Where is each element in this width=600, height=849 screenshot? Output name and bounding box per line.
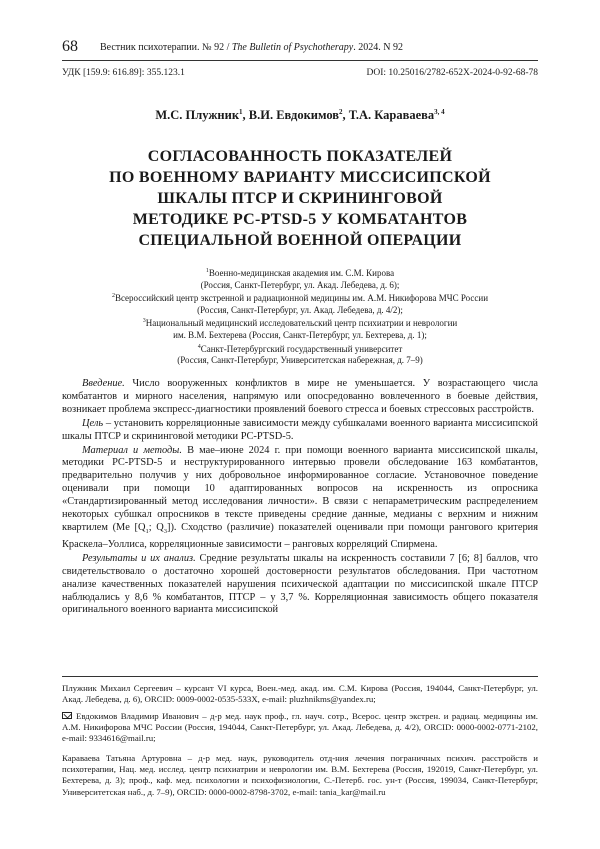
abstract-results (62, 553, 538, 618)
affiliation-4 (62, 342, 538, 356)
affiliation-2 (62, 291, 538, 305)
affiliation-line: Всероссийский центр экстренной и радиационной медицины им. А.М. Никифорова МЧС России (115, 293, 488, 303)
affiliation-line: (Россия, Санкт-Петербург, ул. Акад. Лебедева, д. 6); (62, 280, 538, 292)
paragraph-text: В мае–июне 2024 г. при помощи военного варианта миссисипской шкалы, методики PC-PTSD-5 и неструктурированного интервью провели обследование 163 комбатантов, предварительно получив у них добровольное информированное согласие. Установочное поведение оценивали при помощи 10 адаптированных вопросов на искренность из опросника «Стандартизированный метод исследования личности». В связи с непараметрическим распределением некоторых субшкал опросников в тексте приведены средние данные, медианы с верхним и нижним квартилем (Me [Q (62, 445, 538, 533)
footnote-text: Евдокимов Владимир Иванович – д-р мед. наук проф., гл. науч. сотр., Всерос. центр экстрен. и радиац. медицины им. А.М. Никифорова МЧС России (Россия, 194044, Санкт-Петербург, ул. Акад. Лебедева, д. 4/2), ORCID: 0000-0002-0771-2102, e-mail: 9334616@mail.ru; (62, 711, 538, 743)
affiliation-sup: 2 (112, 293, 115, 299)
author-1: М.С. Плужник (155, 108, 239, 122)
title-line: ШКАЛЫ ПТСР И СКРИНИНГОВОЙ (62, 188, 538, 209)
affiliation-3 (62, 316, 538, 330)
footnote-author-3: Караваева Татьяна Артуровна – д-р мед. наук, руководитель отд-ния лечения пограничных психич. расстройств и психотерапии, Нац. мед. исслед. центр психиатрии и неврологии им. В.М. Бехтерева (Россия, 192019, Санкт-Петербург, ул. Бехтерева, д. 3); проф., каф. мед. психологии и психофизиологии, С.-Петерб. гос. ун-т (Россия, 199034, Санкт-Петербург, Университетская наб., д. 7–9), ORCID: 0000-0002-8798-3702, e-mail: tania_kar@mail.ru (62, 753, 538, 798)
affiliation-line: им. В.М. Бехтерева (Россия, Санкт-Петербург, ул. Бехтерева, д. 1); (62, 330, 538, 342)
author-3-sup: 3, 4 (434, 108, 445, 116)
journal-page (0, 0, 600, 849)
author-3: Т.А. Караваева (349, 108, 434, 122)
author-2-sup: 2 (339, 108, 343, 116)
mail-icon (62, 712, 72, 719)
paragraph-text: – установить корреляционные зависимости между субшкалами военного варианта миссисипской шкалы ПТСР и скрининговой методики PC-PTSD-5. (62, 418, 538, 442)
abstract-methods (62, 445, 538, 552)
author-separator: , (243, 108, 249, 122)
affiliation-sup: 4 (198, 344, 201, 350)
subscript: 3 (164, 528, 167, 535)
author-2: В.И. Евдокимов (249, 108, 339, 122)
affiliation-1 (62, 266, 538, 280)
affiliation-line: (Россия, Санкт-Петербург, ул. Акад. Лебедева, д. 4/2); (62, 305, 538, 317)
article-title (62, 146, 538, 251)
affiliation-line: (Россия, Санкт-Петербург, Университетская набережная, д. 7–9) (62, 355, 538, 367)
abstract-introduction (62, 378, 538, 417)
section-label: Цель (82, 418, 103, 429)
author-list (62, 108, 538, 123)
paragraph-text: ; Q (149, 522, 164, 533)
title-line: МЕТОДИКЕ PC-PTSD-5 У КОМБАТАНТОВ (62, 209, 538, 230)
section-label: Материал и методы. (82, 445, 182, 456)
footnote-divider (62, 676, 538, 677)
author-separator: , (343, 108, 349, 122)
title-line: ПО ВОЕННОМУ ВАРИАНТУ МИССИСИПСКОЙ (62, 167, 538, 188)
subscript: 1 (145, 528, 148, 535)
journal-title-en: The Bulletin of Psychotherapy (232, 42, 353, 53)
doi-code[interactable]: DOI: 10.25016/2782-652X-2024-0-92-68-78 (366, 68, 538, 78)
abstract (62, 378, 538, 618)
abstract-aim (62, 418, 538, 444)
affiliation-line: Военно-медицинская академия им. С.М. Кирова (209, 268, 394, 278)
header-divider (62, 60, 538, 61)
running-header (62, 38, 538, 58)
title-line: СПЕЦИАЛЬНОЙ ВОЕННОЙ ОПЕРАЦИИ (62, 230, 538, 251)
affiliations (62, 266, 538, 367)
paragraph-text: Число вооруженных конфликтов в мире не уменьшается. У возрастающего числа комбатантов и мирного населения, напрямую или опосредованно вовлеченного в боевые действия, возникает проблема экспресс-диагностики проявлений боевого стресса и боевых стрессовых расстройств. (62, 378, 538, 415)
journal-year: . 2024. N 92 (353, 42, 403, 53)
affiliation-line: Санкт-Петербургский государственный университет (201, 344, 403, 354)
author-1-sup: 1 (239, 108, 243, 116)
affiliation-sup: 3 (143, 318, 146, 324)
journal-title-ru: Вестник психотерапии. № 92 / (100, 42, 232, 53)
page-number: 68 (62, 38, 78, 56)
affiliation-line: Национальный медицинский исследовательский центр психиатрии и неврологии (146, 318, 458, 328)
section-label: Результаты и их анализ. (82, 553, 196, 564)
title-line: СОГЛАСОВАННОСТЬ ПОКАЗАТЕЛЕЙ (62, 146, 538, 167)
section-label: Введение. (82, 378, 125, 389)
udk-code: УДК [159.9: 616.89]: 355.123.1 (62, 68, 185, 78)
footnote-author-1: Плужник Михаил Сергеевич – курсант VI курса, Воен.-мед. акад. им. С.М. Кирова (Россия, 194044, Санкт-Петербург, ул. Акад. Лебедева, д. 6), ORCID: 0009-0002-0535-533X, e-mail: pluzhnikms@yandex.ru; (62, 683, 538, 705)
footnote-author-2 (62, 711, 538, 745)
paragraph-text: ]). Сходство (различие) показателей оценивали при помощи рангового критерия Краскела–Уоллиса, корреляционные зависимости – ранговых корреляций Спирмена. (62, 522, 538, 550)
affiliation-sup: 1 (206, 268, 209, 274)
paragraph-text: Средние результаты шкалы на искренность составили 7 [6; 8] баллов, что свидетельствовало о достаточно хорошей достоверности результатов обследования. При частотном анализе качественных показателей нарушения психической адаптации по миссисипской шкале ПТСР наблюдались у 8,6 % комбатантов, ПТСР – у 3,7 %. Корреляционная зависимость общего показателя оригинального военного варианта миссисипской (62, 553, 538, 616)
journal-title (100, 42, 403, 53)
